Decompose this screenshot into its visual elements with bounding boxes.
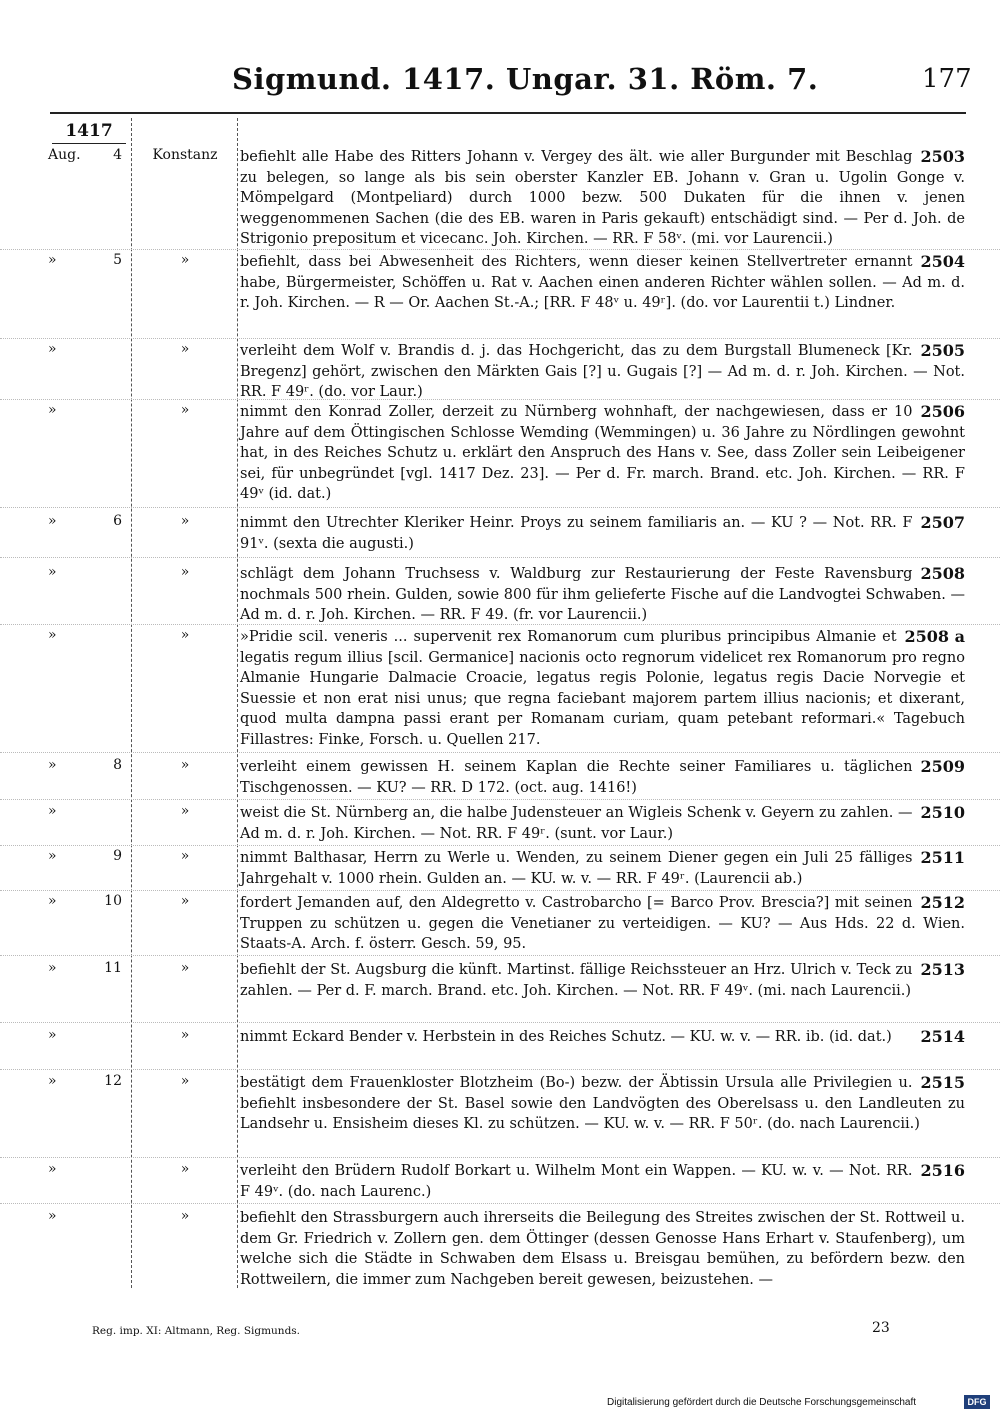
entry-month: » — [48, 848, 57, 864]
entry-date — [48, 341, 122, 357]
regest-entry — [0, 960, 1000, 1023]
entry-month: » — [48, 803, 57, 819]
page-number: 177 — [922, 64, 972, 94]
regest-entry — [0, 1027, 1000, 1070]
entry-text: befiehlt alle Habe des Ritters Johann v. Vergey des ält. wie aller Burgunder mit Beschlag zu belegen, so lange als bis sein oberster Kanzler EB. Johann v. Gran u. Ugolin Gonge v. Mömpelgard (Montpeliard) durch 1000 bezw. 500 Dukaten für die ihnen v. jenen weggenommenen Sachen (die des EB. waren in Paris gekauft) entschädigt sind. — Per d. Joh. de Strigonio prepositum et vicecanc. Joh. Kirchen. — RR. F 58ᵛ. (mi. vor Laurencii.) — [240, 149, 965, 247]
regest-entry — [0, 1073, 1000, 1158]
entry-text-block — [240, 893, 965, 955]
entry-date — [48, 848, 122, 864]
entry-day: 4 — [113, 147, 122, 163]
regest-entry — [0, 1161, 1000, 1204]
entry-text: befiehlt den Strassburgern auch ihrerseits die Beilegung des Streites zwischen der St. Rottweil u. dem Gr. Friedrich v. Zollern gen. dem Öttinger (dessen Genosse Hans Erhart v. Staufenberg), um welche sich die Städte in Schwaben dem Elsass u. Breisgau bemühen, zu befördern bezw. den Rottweilern, die immer zum Nachgeben bereit gewesen, beizustehen. — — [240, 1210, 965, 1288]
entry-month: » — [48, 1073, 57, 1089]
entry-text-block — [240, 341, 965, 403]
entry-text-block — [240, 402, 965, 505]
entry-month: » — [48, 757, 57, 773]
entry-text-block — [240, 803, 965, 844]
entry-place: » — [180, 893, 190, 909]
entry-text: nimmt Balthasar, Herrn zu Werle u. Wenden, zu seinem Diener gegen ein Juli 25 fälliges Jahrgehalt v. 1000 rhein. Gulden an. — KU. w. v. — RR. F 49ʳ. (Laurencii ab.) — [240, 850, 913, 887]
entry-text-block — [240, 147, 965, 250]
entry-number: 2516 — [920, 1161, 965, 1180]
entry-place: » — [180, 1208, 190, 1224]
entry-date — [48, 1073, 122, 1089]
entry-place: » — [180, 627, 190, 643]
entry-month: Aug. — [48, 147, 81, 163]
entry-date — [48, 960, 122, 976]
entry-place: » — [180, 402, 190, 418]
entry-day: 11 — [104, 960, 122, 976]
entry-month: » — [48, 1208, 57, 1224]
entry-date — [48, 1161, 122, 1177]
entry-number: 2504 — [920, 252, 965, 271]
entry-date — [48, 252, 122, 268]
entry-place: » — [180, 1073, 190, 1089]
entry-text: fordert Jemanden auf, den Aldegretto v. Castrobarcho [= Barco Prov. Brescia?] mit seinen Truppen zu schützen u. gegen die Venetianer zu verteidigen. — KU? — Aus Hds. 22 d. Wien. Staats-A. Arch. f. österr. Gesch. 59, 95. — [240, 895, 965, 952]
entry-text-block — [240, 757, 965, 798]
entry-place: » — [180, 252, 190, 268]
year-label: 1417 — [52, 121, 126, 144]
entry-number: 2505 — [920, 341, 965, 360]
regest-entry — [0, 252, 1000, 339]
entry-text: »Pridie scil. veneris ... supervenit rex Romanorum cum pluribus principibus Almanie et legatis regum illius [scil. Germanice] nacionis octo regnorum videlicet rex Romanorum pro regno Almanie Hungarie Dalmacie Croacie, legatus regis Polonie, legatus regis Dacie Norvegie et Suessie et non erat nisi unus; que regna faciebant majorem partem illius nacionis; et dixerant, quod multa dampna passi erant per Romanam curiam, quam petebant reformari.« Tagebuch Fillastres: Finke, Forsch. u. Quellen 217. — [240, 629, 965, 748]
entry-date — [48, 147, 122, 163]
entry-month: » — [48, 893, 57, 909]
entry-day: 12 — [104, 1073, 122, 1089]
entry-number: 2513 — [920, 960, 965, 979]
entry-text: bestätigt dem Frauenkloster Blotzheim (Bo-) bezw. der Äbtissin Ursula alle Privilegien u. befiehlt insbesondere der St. Basel sowie den Landvögten des Oberelsass u. den Landleuten zu Landsehr u. Ensisheim dieses Kl. zu schützen. — KU. w. v. — RR. F 50ʳ. (do. nach Laurencii.) — [240, 1075, 965, 1132]
entry-number: 2507 — [920, 513, 965, 532]
entry-date — [48, 1027, 122, 1043]
entry-text: weist die St. Nürnberg an, die halbe Judensteuer an Wigleis Schenk v. Geyern zu zahlen. — Ad m. d. r. Joh. Kirchen. — Not. RR. F 49ʳ. (sunt. vor Laur.) — [240, 805, 913, 842]
regest-entry — [0, 147, 1000, 250]
entry-month: » — [48, 402, 57, 418]
entry-number: 2514 — [920, 1027, 965, 1046]
entry-month: » — [48, 564, 57, 580]
entry-number: 2503 — [920, 147, 965, 166]
entry-number: 2510 — [920, 803, 965, 822]
entry-place: » — [180, 564, 190, 580]
entry-day: 8 — [113, 757, 122, 773]
regest-entry — [0, 627, 1000, 753]
entry-day: 9 — [113, 848, 122, 864]
entry-month: » — [48, 341, 57, 357]
entry-number: 2511 — [920, 848, 965, 867]
entry-month: » — [48, 960, 57, 976]
entry-text: verleiht einem gewissen H. seinem Kaplan die Rechte seiner Familiares u. täglichen Tischgenossen. — KU? — RR. D 172. (oct. aug. 1416!) — [240, 759, 913, 796]
dfg-logo: DFG — [964, 1395, 990, 1409]
entry-date — [48, 893, 122, 909]
entry-place: » — [180, 803, 190, 819]
entry-month: » — [48, 627, 57, 643]
entry-text: befiehlt, dass bei Abwesenheit des Richters, wenn dieser keinen Stellvertreter ernannt habe, Bürgermeister, Schöffen u. Rat v. Aachen einen anderen Richter wählen sollen. — Ad m. d. r. Joh. Kirchen. — R — Or. Aachen St.-A.; [RR. F 48ᵛ u. 49ʳ]. (do. vor Laurentii t.) Lindner. — [240, 254, 965, 311]
entry-place: » — [180, 960, 190, 976]
entry-place: » — [180, 1161, 190, 1177]
entry-place: » — [180, 341, 190, 357]
signature-mark: 23 — [872, 1320, 890, 1336]
entry-number: 2508 — [920, 564, 965, 583]
entry-text: schlägt dem Johann Truchsess v. Waldburg zur Restaurierung der Feste Ravensburg nochmals 500 rhein. Gulden, sowie 800 für ihm gelieferte Fische auf die Landvogtei Schwaben. — Ad m. d. r. Joh. Kirchen. — RR. F 49. (fr. vor Laurencii.) — [240, 566, 965, 623]
entry-day: 10 — [104, 893, 122, 909]
entry-number: 2512 — [920, 893, 965, 912]
entry-day: 5 — [113, 252, 122, 268]
page-title: Sigmund. 1417. Ungar. 31. Röm. 7. — [232, 62, 819, 96]
entry-month: » — [48, 1161, 57, 1177]
entry-text-block — [240, 1208, 965, 1290]
regest-entry — [0, 564, 1000, 625]
regest-entry — [0, 848, 1000, 891]
funding-credit: Digitalisierung gefördert durch die Deutsche Forschungsgemeinschaft — [607, 1397, 917, 1408]
entry-place: » — [180, 1027, 190, 1043]
footer-citation: Reg. imp. XI: Altmann, Reg. Sigmunds. — [92, 1325, 301, 1337]
entry-date — [48, 757, 122, 773]
regest-entry — [0, 1208, 1000, 1292]
entry-date — [48, 627, 122, 643]
entry-text: verleiht den Brüdern Rudolf Borkart u. Wilhelm Mont ein Wappen. — KU. w. v. — Not. RR. F 49ᵛ. (do. nach Laurenc.) — [240, 1163, 913, 1200]
entry-text-block — [240, 1073, 965, 1135]
entry-text-block — [240, 627, 965, 750]
entry-text: nimmt den Utrechter Kleriker Heinr. Proys zu seinem familiaris an. — KU ? — Not. RR. F 91ᵛ. (sexta die augusti.) — [240, 515, 913, 552]
entry-date — [48, 803, 122, 819]
entry-text: befiehlt der St. Augsburg die künft. Martinst. fällige Reichssteuer an Hrz. Ulrich v. Teck zu zahlen. — Per d. F. march. Brand. etc. Joh. Kirchen. — Not. RR. F 49ᵛ. (mi. nach Laurencii.) — [240, 962, 913, 999]
regest-entry — [0, 402, 1000, 508]
regest-entry — [0, 757, 1000, 800]
entry-number: 2508 a — [904, 627, 965, 646]
entry-text: nimmt den Konrad Zoller, derzeit zu Nürnberg wohnhaft, der nachgewiesen, dass er 10 Jahre auf dem Öttingischen Schlosse Wemding (Wemmingen) u. 36 Jahre zu Nördlingen gewohnt hat, in des Reiches Schutz u. erklärt den Anspruch des Hans v. See, dass Zoller sein Leibeigener sei, für unbegründet [vgl. 1417 Dez. 23]. — Per d. Fr. march. Brand. etc. Joh. Kirchen. — RR. F 49ᵛ (id. dat.) — [240, 404, 965, 502]
entry-text-block — [240, 513, 965, 554]
entry-number: 2509 — [920, 757, 965, 776]
entry-text-block — [240, 252, 965, 314]
page-header — [0, 62, 1000, 112]
entry-date — [48, 564, 122, 580]
entry-month: » — [48, 513, 57, 529]
entry-date — [48, 402, 122, 418]
entry-place: » — [180, 513, 190, 529]
entry-number: 2506 — [920, 402, 965, 421]
entry-month: » — [48, 1027, 57, 1043]
regest-entry — [0, 341, 1000, 400]
entry-month: » — [48, 252, 57, 268]
entry-place: Konstanz — [152, 147, 218, 163]
entry-text: verleiht dem Wolf v. Brandis d. j. das Hochgericht, das zu dem Burgstall Blumeneck [Kr. Bregenz] gehört, zwischen den Märkten Gais [?] u. Gugais [?] — Ad m. d. r. Joh. Kirchen. — Not. RR. F 49ʳ. (do. vor Laur.) — [240, 343, 965, 400]
entry-place: » — [180, 848, 190, 864]
entry-number: 2515 — [920, 1073, 965, 1092]
entry-text-block — [240, 1161, 965, 1202]
regest-entry — [0, 893, 1000, 956]
regest-entry — [0, 803, 1000, 846]
regest-entry — [0, 513, 1000, 558]
entry-text-block — [240, 960, 965, 1001]
entry-date — [48, 1208, 122, 1224]
entry-text: nimmt Eckard Bender v. Herbstein in des Reiches Schutz. — KU. w. v. — RR. ib. (id. dat.) — [240, 1029, 892, 1045]
entry-text-block — [240, 564, 965, 626]
entry-place: » — [180, 757, 190, 773]
entry-date — [48, 513, 122, 529]
header-rule — [50, 112, 966, 114]
entry-text-block — [240, 1027, 965, 1048]
entry-text-block — [240, 848, 965, 889]
entry-day: 6 — [113, 513, 122, 529]
